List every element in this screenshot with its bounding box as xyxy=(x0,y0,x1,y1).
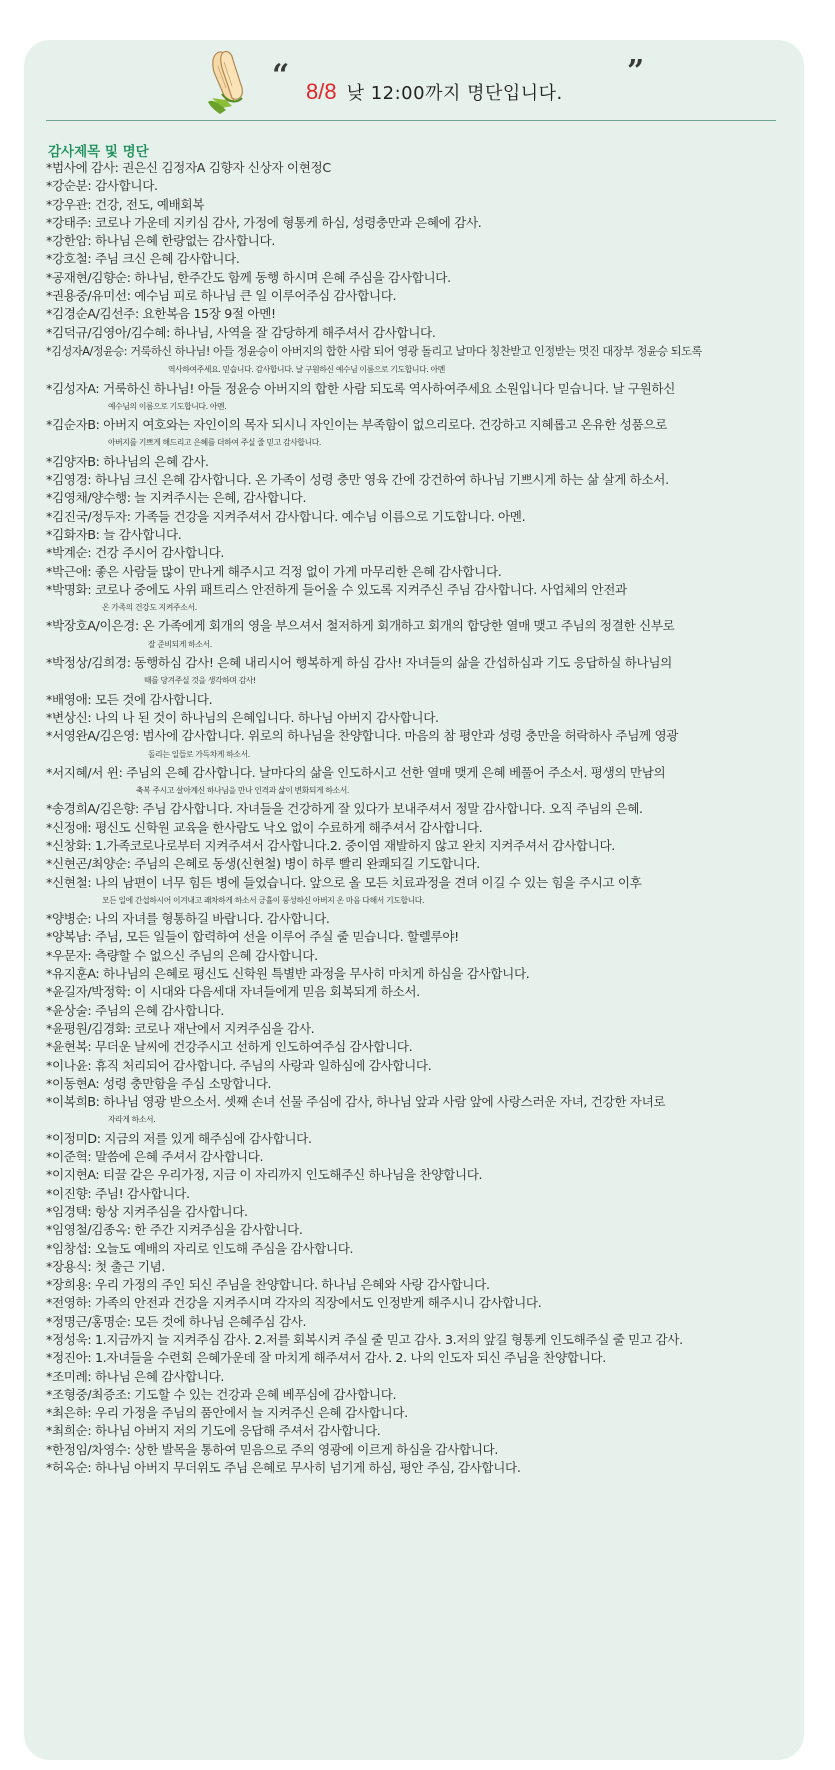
prayer-entry xyxy=(46,947,786,965)
prayer-entry xyxy=(46,1093,786,1130)
entry-text: *배영애: 모든 것에 감사합니다. xyxy=(46,691,213,707)
entry-text: *김영경: 하나님 크신 은혜 감사합니다. 온 가족이 성령 충만 영육 간에 강건하여 하나님 기쁘시게 하는 삶 살게 하소서. xyxy=(46,472,669,488)
entry-text: *김성자A/정윤승: 거룩하신 하나님! 아들 정윤승이 아버지의 합한 사람 되어 영광 돌리고 날마다 칭찬받고 인정받는 멋진 대장부 정윤승 되도록 xyxy=(46,344,702,358)
prayer-entry xyxy=(46,1258,786,1276)
close-quote-mark: ” xyxy=(627,54,645,89)
entry-text: *장희용: 우리 가정의 주인 되신 주님을 찬양합니다. 하나님 은혜와 사랑 감사합니다. xyxy=(46,1277,490,1293)
entry-text: *신현철: 나의 남편이 너무 힘든 병에 들었습니다. 앞으로 올 모든 치료과정을 견뎌 이길 수 있는 힘을 주시고 이후 xyxy=(46,874,642,890)
prayer-entry xyxy=(46,380,786,417)
entry-text: *김진국/정두자: 가족들 건강을 지켜주셔서 감사합니다. 예수님 이름으로 기도합니다. 아멘. xyxy=(46,508,526,524)
prayer-entry xyxy=(46,1166,786,1184)
prayer-entry xyxy=(46,1313,786,1331)
deadline-headline xyxy=(306,79,563,105)
entry-text: *이정미D: 지금의 저를 있게 해주심에 감사합니다. xyxy=(46,1130,312,1146)
entry-text: *윤현복: 무더운 날씨에 건강주시고 선하게 인도하여주심 감사합니다. xyxy=(46,1039,413,1055)
prayer-entry xyxy=(46,617,786,654)
entry-text: *강태주: 코로나 가운데 지키심 감사, 가정에 형통케 하심, 성령충만과 은혜에 감사. xyxy=(46,214,482,230)
prayer-entry xyxy=(46,563,786,581)
prayer-entry xyxy=(46,1038,786,1056)
prayer-list-card xyxy=(24,40,804,1760)
entry-text: *공재현/김향순: 하나님, 한주간도 함께 동행 하시며 은혜 주심을 감사합니다. xyxy=(46,269,451,285)
entry-text: *김영채/양수행: 늘 지켜주시는 은혜, 감사합니다. xyxy=(46,490,307,506)
prayer-entry xyxy=(46,305,786,323)
prayer-entry xyxy=(46,1368,786,1386)
prayer-entry xyxy=(46,1185,786,1203)
entry-text: *정성욱: 1.지금까지 늘 지켜주심 감사. 2.저를 회복시켜 주실 줄 믿고 감사. 3.저의 앞길 형통케 인도해주실 줄 믿고 감사. xyxy=(46,1332,683,1347)
prayer-entry xyxy=(46,654,786,691)
entry-text: *범사에 감사: 권은신 김정자A 김향자 신상자 이현정C xyxy=(46,160,331,175)
prayer-entry xyxy=(46,489,786,507)
prayer-entry xyxy=(46,471,786,489)
prayer-entry xyxy=(46,214,786,232)
prayer-entry xyxy=(46,709,786,727)
prayer-entry xyxy=(46,287,786,305)
prayer-entry xyxy=(46,910,786,928)
prayer-entry xyxy=(46,1404,786,1422)
prayer-entry xyxy=(46,177,786,195)
entry-text: *윤평원/김경화: 코로나 재난에서 지켜주심을 감사. xyxy=(46,1020,315,1036)
prayer-entry xyxy=(46,342,786,380)
entry-text: *박근애: 좋은 사람들 많이 만나게 해주시고 걱정 없이 가게 마무리한 은혜 감사합니다. xyxy=(46,563,502,579)
prayer-entry xyxy=(46,1148,786,1166)
prayer-entry xyxy=(46,855,786,873)
entry-text: *우문자: 측량할 수 없으신 주님의 은혜 감사합니다. xyxy=(46,947,318,963)
entry-text: *강한암: 하나님 은혜 한량없는 감사합니다. xyxy=(46,233,275,249)
entry-text: *김화자B: 늘 감사합니다. xyxy=(46,526,182,542)
entry-text: *허옥순: 하나님 아버지 무더위도 주님 은혜로 무사히 넘기게 하심, 평안 주심, 감사합니다. xyxy=(46,1460,521,1476)
entry-continuation: 역사하여주세요. 믿습니다. 감사합니다. 날 구원하신 예수님 이름으로 기도합니다. 아멘 xyxy=(168,365,445,375)
entry-text: *강호철: 주님 크신 은혜 감사합니다. xyxy=(46,251,240,267)
entry-text: *최은하: 우리 가정을 주님의 품안에서 늘 지켜주신 은혜 감사합니다. xyxy=(46,1405,408,1421)
prayer-entry xyxy=(46,232,786,250)
entry-text: *이동현A: 성령 충만함을 주심 소망합니다. xyxy=(46,1075,272,1091)
section-title: 감사제목 및 명단 xyxy=(48,144,149,160)
prayer-entry xyxy=(46,324,786,342)
entry-text: *서지혜/서 윈: 주님의 은혜 감사합니다. 날마다의 삶을 인도하시고 선한 열매 맺게 은혜 베풀어 주소서. 평생의 만남의 xyxy=(46,764,666,780)
prayer-entry xyxy=(46,800,786,818)
entry-text: *신현곤/최양순: 주님의 은혜로 동생(신현철) 병이 하루 빨리 완쾌되길 기도합니다. xyxy=(46,856,480,872)
prayer-entry xyxy=(46,1203,786,1221)
prayer-entry xyxy=(46,1221,786,1239)
prayer-entry xyxy=(46,269,786,287)
entry-text: *임창섭: 오늘도 예배의 자리로 인도해 주심을 감사합니다. xyxy=(46,1240,354,1256)
deadline-date: 8/8 xyxy=(306,79,337,104)
entry-text: *김양자B: 하나님의 은혜 감사. xyxy=(46,453,209,469)
prayer-entry xyxy=(46,727,786,764)
entry-text: *권용중/유미선: 예수님 피로 하나님 큰 일 이루어주심 감사합니다. xyxy=(46,288,397,304)
prayer-entries-list xyxy=(46,159,786,1477)
prayer-entry xyxy=(46,581,786,618)
entry-continuation: 온 가족의 건강도 지켜주소서. xyxy=(102,603,197,613)
entry-continuation: 아버지를 기쁘게 해드리고 은혜를 더하여 주실 줄 믿고 감사합니다. xyxy=(108,438,322,448)
entry-continuation: 모든 일에 간섭하시어 이겨내고 쾌차하게 하소서 긍휼이 풍성하신 아버지 온 마음 다해서 기도합니다. xyxy=(102,895,425,905)
prayer-entry xyxy=(46,526,786,544)
prayer-entry xyxy=(46,819,786,837)
entry-text: *신창화: 1.가족코로나로부터 지켜주셔서 감사합니다.2. 중이염 재발하지 않고 완치 지켜주셔서 감사합니다. xyxy=(46,837,615,853)
entry-text: *조미례: 하나님 은혜 감사합니다. xyxy=(46,1368,225,1384)
prayer-entry xyxy=(46,983,786,1001)
entry-text: *박명화: 코로나 중에도 사위 패트리스 안전하게 들어올 수 있도록 지켜주신 주님 감사합니다. 사업체의 안전과 xyxy=(46,581,627,597)
prayer-entry xyxy=(46,508,786,526)
entry-text: *김성자A: 거룩하신 하나님! 아들 정윤승 아버지의 합한 사람 되도록 역사하여주세요 소원입니다 믿습니다. 날 구원하신 xyxy=(46,380,676,396)
prayer-entry xyxy=(46,159,786,177)
prayer-entry xyxy=(46,837,786,855)
entry-text: *서영완A/김은영: 범사에 감사합니다. 위로의 하나님을 찬양합니다. 마음의 참 평안과 성령 충만을 허락하사 주님께 영광 xyxy=(46,728,679,744)
prayer-entry xyxy=(46,1349,786,1367)
entry-text: *유지훈A: 하나님의 은혜로 평신도 신학원 특별반 과정을 무사히 마치게 하심을 감사합니다. xyxy=(46,966,530,982)
header xyxy=(24,40,804,124)
entry-text: *최희순: 하나님 아버지 저의 기도에 응답해 주셔서 감사합니다. xyxy=(46,1423,381,1439)
entry-text: *윤상술: 주님의 은혜 감사합니다. xyxy=(46,1002,225,1018)
entry-text: *양병순: 나의 자녀를 형통하길 바랍니다. 감사합니다. xyxy=(46,911,330,927)
prayer-entry xyxy=(46,1331,786,1349)
prayer-entry xyxy=(46,453,786,471)
prayer-entry xyxy=(46,1002,786,1020)
entry-text: *이준혁: 말씀에 은혜 주셔서 감사합니다. xyxy=(46,1149,264,1165)
prayer-entry xyxy=(46,250,786,268)
entry-text: *이지현A: 티끌 같은 우리가정, 지금 이 자리까지 인도해주신 하나님을 찬양합니다. xyxy=(46,1167,483,1183)
entry-text: *김덕규/김영아/김수혜: 하나님, 사역을 잘 감당하게 해주셔서 감사합니다. xyxy=(46,324,436,340)
entry-text: *김순자B: 아버지 여호와는 자인이의 목자 되시니 자인이는 부족함이 없으리로다. 건강하고 지혜롭고 온유한 성품으로 xyxy=(46,417,667,433)
entry-text: *장용식: 첫 출근 기념. xyxy=(46,1258,165,1274)
deadline-text: 낮 12:00까지 명단입니다. xyxy=(346,83,563,104)
praying-hands-icon xyxy=(202,48,258,116)
open-quote-mark: “ xyxy=(272,58,290,93)
prayer-entry xyxy=(46,1130,786,1148)
entry-text: *송경희A/김은향: 주님 감사합니다. 자녀들을 건강하게 잘 있다가 보내주셔서 정말 감사합니다. 오직 주님의 은혜. xyxy=(46,801,643,817)
entry-text: *김경순A/김선주: 요한복음 15장 9절 아멘! xyxy=(46,306,276,322)
entry-continuation: 축복 주시고 살아계신 하나님을 만나 인격과 삶이 변화되게 하소서. xyxy=(136,786,350,796)
entry-text: *전영하: 가족의 안전과 건강을 지켜주시며 각자의 직장에서도 인정받게 해주시니 감사합니다. xyxy=(46,1295,542,1311)
prayer-entry xyxy=(46,544,786,562)
prayer-entry xyxy=(46,1240,786,1258)
prayer-entry xyxy=(46,764,786,801)
prayer-entry xyxy=(46,1020,786,1038)
entry-text: *박정상/김희경: 동행하심 감사! 은혜 내리시어 행복하게 하심 감사! 자녀들의 삶을 간섭하심과 기도 응답하실 하나님의 xyxy=(46,655,672,671)
prayer-entry xyxy=(46,1422,786,1440)
entry-continuation: 돌리는 일들로 가득차게 하소서. xyxy=(148,749,250,759)
entry-text: *한정임/차영수: 상한 발목을 통하여 믿음으로 주의 영광에 이르게 하심을 감사합니다. xyxy=(46,1441,498,1457)
entry-text: *윤길자/박정학: 이 시대와 다음세대 자녀들에게 믿음 회복되게 하소서. xyxy=(46,984,420,1000)
entry-text: *강우관: 건강, 전도, 예배회복 xyxy=(46,196,205,212)
entry-text: *박장호A/이은경: 온 가족에게 회개의 영을 부으셔서 철저하게 회개하고 회개의 합당한 열매 맺고 주님의 정결한 신부로 xyxy=(46,618,675,634)
prayer-entry xyxy=(46,1459,786,1477)
prayer-entry xyxy=(46,874,786,911)
entry-text: *임경택: 항상 지켜주심을 감사합니다. xyxy=(46,1203,248,1219)
entry-text: *정진아: 1.자녀들을 수련회 은혜가운데 잘 마치게 해주셔서 감사. 2. 나의 인도자 되신 주님을 찬양합니다. xyxy=(46,1350,606,1366)
entry-text: *강순분: 감사합니다. xyxy=(46,178,158,194)
prayer-entry xyxy=(46,1075,786,1093)
entry-text: *이나윤: 휴직 처리되어 감사합니다. 주님의 사랑과 일하심에 감사합니다. xyxy=(46,1057,432,1073)
prayer-entry xyxy=(46,1294,786,1312)
prayer-entry xyxy=(46,1276,786,1294)
entry-text: *조형중/최증조: 기도할 수 있는 건강과 은혜 베푸심에 감사합니다. xyxy=(46,1386,397,1402)
entry-continuation: 예수님의 이름으로 기도합니다. 아멘. xyxy=(108,401,227,411)
entry-text: *양복남: 주님, 모든 일들이 합력하여 선을 이루어 주실 줄 믿습니다. 할렐루야! xyxy=(46,929,459,945)
entry-text: *변상신: 나의 나 된 것이 하나님의 은혜입니다. 하나님 아버지 감사합니다. xyxy=(46,709,439,725)
prayer-entry xyxy=(46,928,786,946)
entry-text: *이진향: 주님! 감사합니다. xyxy=(46,1185,190,1201)
prayer-entry xyxy=(46,1386,786,1404)
entry-continuation: 잘 준비되게 하소서. xyxy=(148,639,212,649)
prayer-entry xyxy=(46,1441,786,1459)
prayer-entry xyxy=(46,1057,786,1075)
entry-text: *임영철/김종옥: 한 주간 지켜주심을 감사합니다. xyxy=(46,1222,303,1238)
prayer-entry xyxy=(46,691,786,709)
entry-continuation: 자라게 하소서. xyxy=(108,1115,156,1125)
prayer-entry xyxy=(46,196,786,214)
entry-text: *박계순: 건강 주시어 감사합니다. xyxy=(46,545,225,561)
entry-continuation: 때를 당겨주실 것을 생각하며 감사! xyxy=(144,676,256,686)
entry-text: *이복희B: 하나님 영광 받으소서. 셋째 손녀 선물 주심에 감사, 하나님 앞과 사람 앞에 사랑스러운 자녀, 건강한 자녀로 xyxy=(46,1094,666,1110)
entry-text: *정명근/홍명순: 모든 것에 하나님 은혜주심 감사. xyxy=(46,1313,307,1329)
entry-text: *신정애: 평신도 신학원 교육을 한사람도 낙오 없이 수료하게 해주셔서 감사합니다. xyxy=(46,819,483,835)
prayer-entry xyxy=(46,965,786,983)
header-divider xyxy=(46,120,776,121)
prayer-entry xyxy=(46,416,786,453)
